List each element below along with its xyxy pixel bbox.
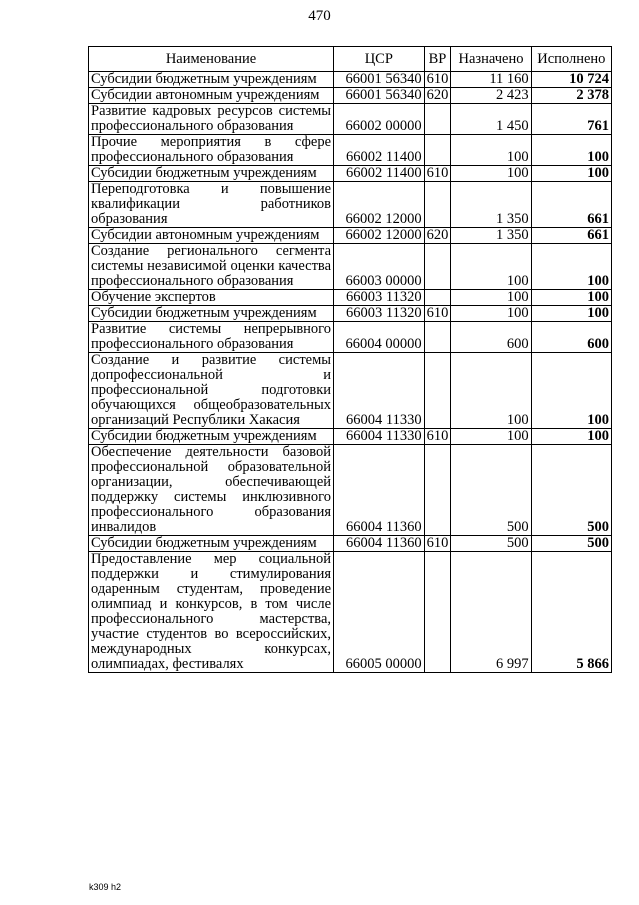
table-row	[89, 228, 612, 244]
footer-code: k309 h2	[89, 882, 122, 892]
cell-name: Создание регионального сегмента системы независимой оценки качества профессионального образования	[89, 244, 334, 290]
cell-name: Субсидии бюджетным учреждениям	[89, 72, 334, 88]
cell-assigned: 100	[451, 135, 531, 166]
cell-executed: 2 378	[531, 88, 611, 104]
cell-csr: 66002 11400	[334, 135, 425, 166]
table-row	[89, 536, 612, 552]
table-body	[89, 72, 612, 673]
cell-csr: 66004 11330	[334, 429, 425, 445]
table-row	[89, 353, 612, 429]
cell-vr	[424, 182, 451, 228]
cell-executed: 661	[531, 182, 611, 228]
cell-name: Предоставление мер социальной поддержки и стимулирования одаренным студентам, проведение олимпиад и конкурсов, в том числе профессионального мастерства, участие студентов во всероссийских, международных конкурсах, олимпиадах, фестивалях	[89, 552, 334, 673]
cell-assigned: 100	[451, 353, 531, 429]
cell-executed: 100	[531, 429, 611, 445]
cell-name: Развитие кадровых ресурсов системы профессионального образования	[89, 104, 334, 135]
cell-assigned: 1 350	[451, 228, 531, 244]
table-row	[89, 552, 612, 673]
cell-csr: 66004 00000	[334, 322, 425, 353]
table-row	[89, 244, 612, 290]
cell-vr	[424, 290, 451, 306]
header-vr: ВР	[424, 47, 451, 72]
cell-name: Создание и развитие системы допрофессиональной и профессиональной подготовки обучающихся общеобразовательных организаций Республики Хакасия	[89, 353, 334, 429]
cell-executed: 500	[531, 445, 611, 536]
cell-executed: 10 724	[531, 72, 611, 88]
cell-assigned: 100	[451, 244, 531, 290]
table-row	[89, 166, 612, 182]
cell-csr: 66002 12000	[334, 182, 425, 228]
cell-vr: 620	[424, 228, 451, 244]
table-row	[89, 104, 612, 135]
cell-vr	[424, 322, 451, 353]
cell-vr: 610	[424, 166, 451, 182]
cell-name: Переподготовка и повышение квалификации работников образования	[89, 182, 334, 228]
cell-assigned: 100	[451, 290, 531, 306]
table-row	[89, 429, 612, 445]
cell-vr: 610	[424, 72, 451, 88]
cell-csr: 66005 00000	[334, 552, 425, 673]
table-row	[89, 182, 612, 228]
table-row	[89, 72, 612, 88]
cell-name: Развитие системы непрерывного профессионального образования	[89, 322, 334, 353]
table-row	[89, 445, 612, 536]
cell-csr: 66001 56340	[334, 88, 425, 104]
cell-csr: 66002 12000	[334, 228, 425, 244]
cell-executed: 761	[531, 104, 611, 135]
cell-executed: 100	[531, 135, 611, 166]
page-number: 470	[308, 8, 331, 24]
cell-vr	[424, 552, 451, 673]
cell-csr: 66004 11360	[334, 536, 425, 552]
cell-executed: 661	[531, 228, 611, 244]
cell-name: Субсидии бюджетным учреждениям	[89, 306, 334, 322]
cell-assigned: 500	[451, 536, 531, 552]
header-csr: ЦСР	[334, 47, 425, 72]
cell-name: Субсидии бюджетным учреждениям	[89, 536, 334, 552]
cell-executed: 100	[531, 353, 611, 429]
cell-name: Прочие мероприятия в сфере профессионального образования	[89, 135, 334, 166]
table-row	[89, 322, 612, 353]
cell-name: Субсидии бюджетным учреждениям	[89, 429, 334, 445]
header-assigned: Назначено	[451, 47, 531, 72]
cell-vr: 620	[424, 88, 451, 104]
cell-csr: 66002 11400	[334, 166, 425, 182]
cell-vr	[424, 445, 451, 536]
cell-assigned: 1 450	[451, 104, 531, 135]
header-executed: Исполнено	[531, 47, 611, 72]
cell-assigned: 100	[451, 306, 531, 322]
cell-vr	[424, 353, 451, 429]
cell-assigned: 1 350	[451, 182, 531, 228]
cell-vr: 610	[424, 429, 451, 445]
cell-csr: 66002 00000	[334, 104, 425, 135]
table-row	[89, 306, 612, 322]
cell-executed: 600	[531, 322, 611, 353]
header-name: Наименование	[89, 47, 334, 72]
cell-name: Обучение экспертов	[89, 290, 334, 306]
cell-executed: 5 866	[531, 552, 611, 673]
table-row	[89, 135, 612, 166]
cell-csr: 66003 11320	[334, 306, 425, 322]
cell-vr	[424, 104, 451, 135]
cell-executed: 100	[531, 306, 611, 322]
cell-assigned: 100	[451, 429, 531, 445]
table-header-row	[89, 47, 612, 72]
cell-csr: 66003 11320	[334, 290, 425, 306]
cell-executed: 100	[531, 244, 611, 290]
cell-csr: 66003 00000	[334, 244, 425, 290]
cell-name: Субсидии автономным учреждениям	[89, 228, 334, 244]
cell-assigned: 2 423	[451, 88, 531, 104]
cell-csr: 66004 11330	[334, 353, 425, 429]
cell-assigned: 100	[451, 166, 531, 182]
cell-vr: 610	[424, 536, 451, 552]
cell-csr: 66001 56340	[334, 72, 425, 88]
budget-table	[88, 46, 612, 673]
cell-vr: 610	[424, 306, 451, 322]
cell-executed: 500	[531, 536, 611, 552]
cell-vr	[424, 135, 451, 166]
cell-assigned: 500	[451, 445, 531, 536]
cell-executed: 100	[531, 290, 611, 306]
cell-assigned: 6 997	[451, 552, 531, 673]
cell-vr	[424, 244, 451, 290]
cell-csr: 66004 11360	[334, 445, 425, 536]
cell-name: Обеспечение деятельности базовой профессиональной образовательной организации, обеспечивающей поддержку системы инклюзивного профессионального образования инвалидов	[89, 445, 334, 536]
cell-executed: 100	[531, 166, 611, 182]
cell-name: Субсидии автономным учреждениям	[89, 88, 334, 104]
table-row	[89, 290, 612, 306]
cell-assigned: 11 160	[451, 72, 531, 88]
cell-assigned: 600	[451, 322, 531, 353]
table-row	[89, 88, 612, 104]
cell-name: Субсидии бюджетным учреждениям	[89, 166, 334, 182]
